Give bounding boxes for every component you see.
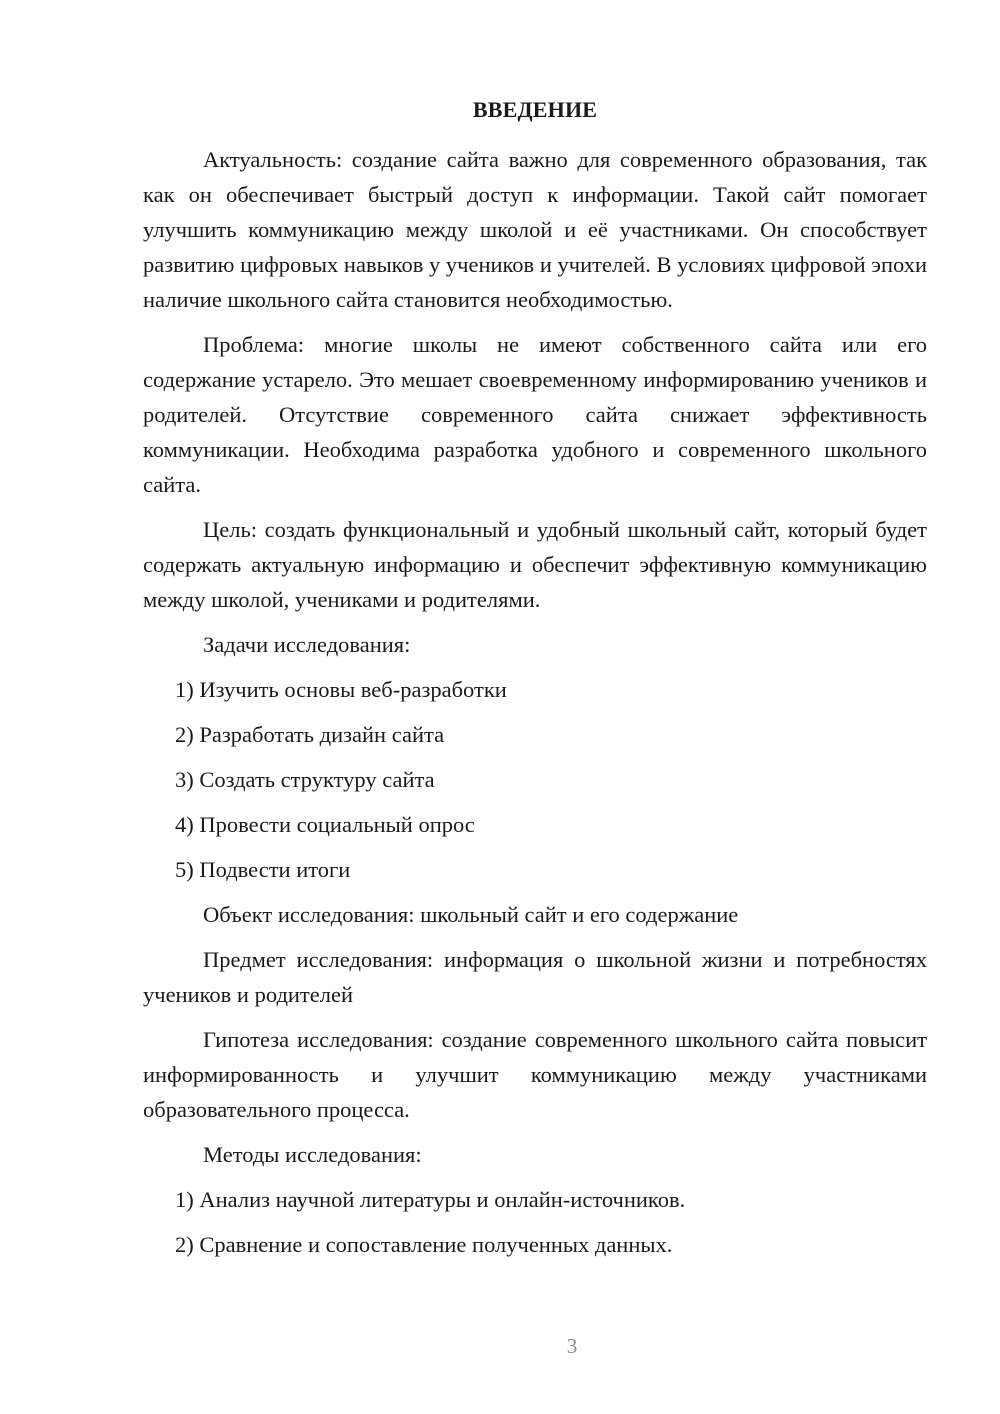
- paragraph-goal: Цель: создать функциональный и удобный школьный сайт, который будет содержать актуальную информацию и обеспечит эффективную коммуникацию между школой, учениками и родителями.: [143, 517, 927, 612]
- methods-heading: Методы исследования:: [203, 1142, 422, 1167]
- list-item: 2) Сравнение и сопоставление полученных данных.: [175, 1232, 673, 1257]
- methods-list: [143, 1182, 927, 1262]
- document-body: [143, 94, 927, 1272]
- paragraph-subject: Предмет исследования: информация о школьной жизни и потребностях учеников и родителей: [143, 947, 927, 1007]
- list-item: 1) Изучить основы веб-разработки: [175, 677, 507, 702]
- list-item: 1) Анализ научной литературы и онлайн-источников.: [175, 1187, 686, 1212]
- paragraph-object: Объект исследования: школьный сайт и его содержание: [203, 902, 739, 927]
- list-item: 2) Разработать дизайн сайта: [175, 722, 445, 747]
- section-title: ВВЕДЕНИЕ: [472, 97, 598, 122]
- paragraph-relevance: Актуальность: создание сайта важно для современного образования, так как он обеспечивает быстрый доступ к информации. Такой сайт помогает улучшить коммуникацию между школой и её участниками. Он способствует развитию цифровых навыков у учеников и учителей. В условиях цифровой эпохи наличие школьного сайта становится необходимостью.: [143, 147, 927, 312]
- tasks-heading: Задачи исследования:: [203, 632, 411, 657]
- list-item: 4) Провести социальный опрос: [175, 812, 475, 837]
- paragraph-hypothesis: Гипотеза исследования: создание современного школьного сайта повысит информированность и улучшит коммуникацию между участниками образовательного процесса.: [143, 1027, 927, 1122]
- list-item: 5) Подвести итоги: [175, 857, 351, 882]
- page-number: 3: [566, 1334, 578, 1358]
- tasks-list: [143, 672, 927, 887]
- list-item: 3) Создать структуру сайта: [175, 767, 435, 792]
- paragraph-problem: Проблема: многие школы не имеют собственного сайта или его содержание устарело. Это мешает своевременному информированию учеников и родителей. Отсутствие современного сайта снижает эффективность коммуникации. Необходима разработка удобного и современного школьного сайта.: [143, 332, 927, 497]
